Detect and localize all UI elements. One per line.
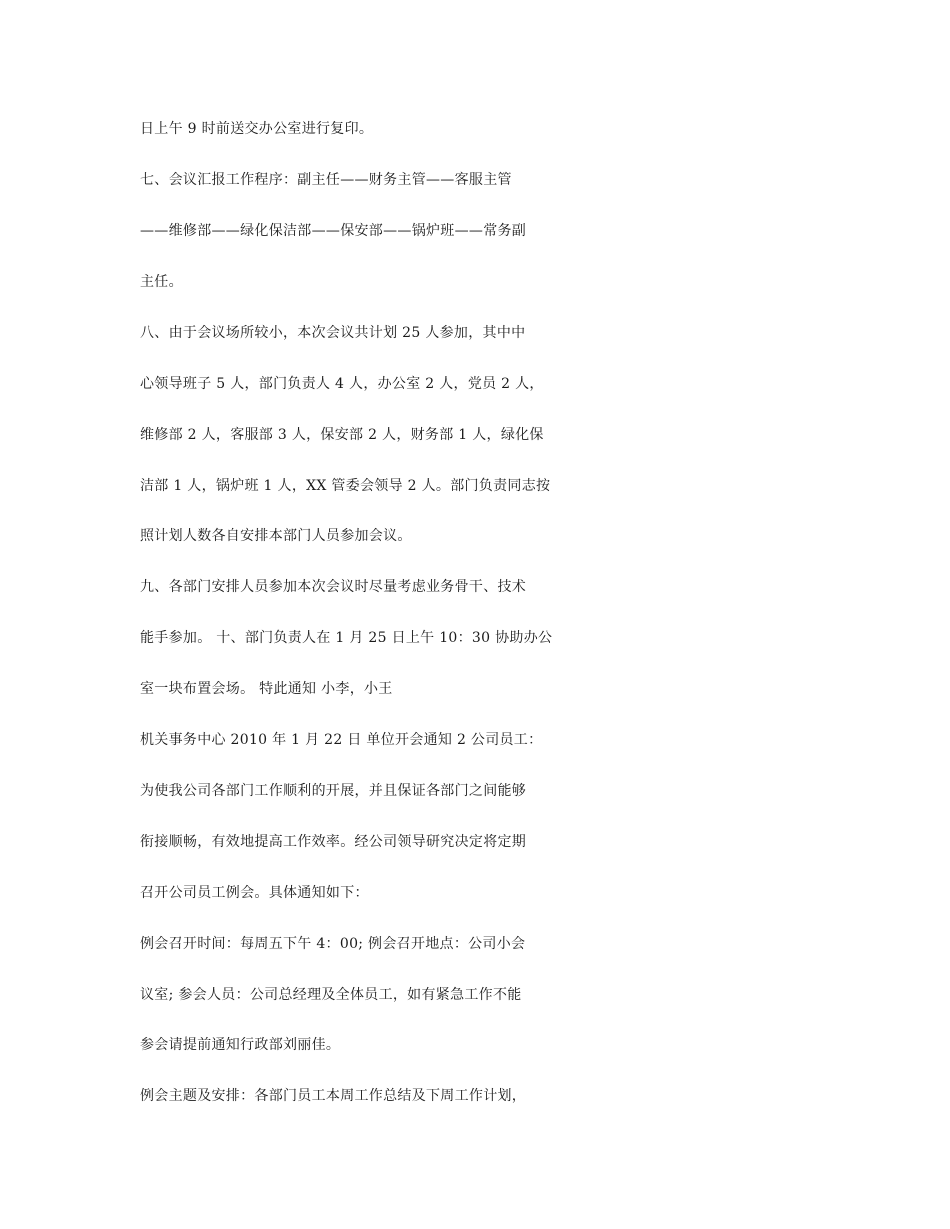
text-line: 衔接顺畅，有效地提高工作效率。经公司领导研究决定将定期 <box>140 834 527 850</box>
text-line: 例会主题及安排：各部门员工本周工作总结及下周工作计划， <box>140 1088 527 1104</box>
text-line: 主任。 <box>140 274 183 290</box>
text-line: 为使我公司各部门工作顺利的开展，并且保证各部门之间能够 <box>140 783 527 799</box>
text-line: 七、会议汇报工作程序：副主任——财务主管——客服主管 <box>140 172 512 188</box>
text-line: 例会召开时间：每周五下午 4：00; 例会召开地点：公司小会 <box>140 936 526 952</box>
text-line: 能手参加。 十、部门负责人在 1 月 25 日上午 10：30 协助办公 <box>140 630 553 646</box>
text-line: ——维修部——绿化保洁部——保安部——锅炉班——常务副 <box>140 223 527 239</box>
text-line: 机关事务中心 2010 年 1 月 22 日 单位开会通知 2 公司员工： <box>140 732 543 748</box>
text-line: 日上午 9 时前送交办公室进行复印。 <box>140 121 374 137</box>
text-line: 室一块布置会场。 特此通知 小李，小王 <box>140 681 393 697</box>
text-line: 心领导班子 5 人，部门负责人 4 人，办公室 2 人，党员 2 人， <box>140 376 544 392</box>
text-line: 八、由于会议场所较小，本次会议共计划 25 人参加，其中中 <box>140 325 526 341</box>
text-line: 召开公司员工例会。具体通知如下： <box>140 885 369 901</box>
text-line: 洁部 1 人，锅炉班 1 人，XX 管委会领导 2 人。部门负责同志按 <box>140 478 551 494</box>
text-line: 照计划人数各自安排本部门人员参加会议。 <box>140 528 412 544</box>
text-line: 九、各部门安排人员参加本次会议时尽量考虑业务骨干、技术 <box>140 579 527 595</box>
text-line: 参会请提前通知行政部刘丽佳。 <box>140 1037 341 1053</box>
text-line: 维修部 2 人，客服部 3 人，保安部 2 人，财务部 1 人，绿化保 <box>140 427 544 443</box>
text-line: 议室; 参会人员：公司总经理及全体员工，如有紧急工作不能 <box>140 987 522 1003</box>
